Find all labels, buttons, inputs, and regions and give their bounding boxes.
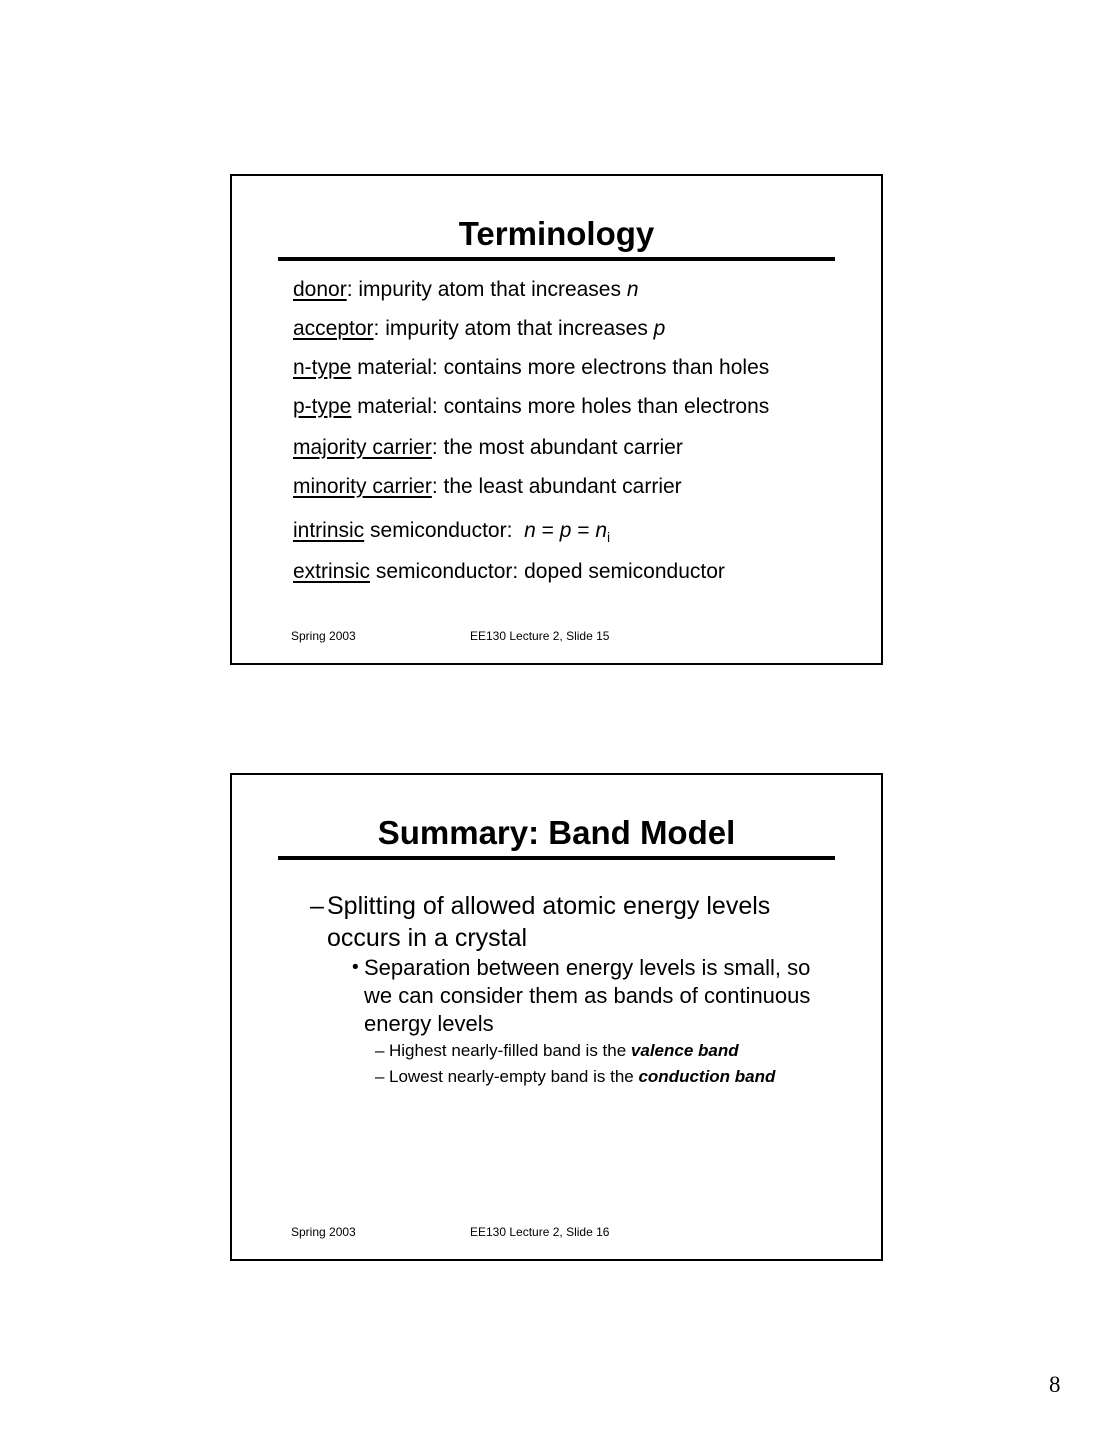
definition-intrinsic [293,518,881,545]
definition-text: semiconductor: doped semiconductor [370,560,725,583]
emphasis-valence-band: valence band [630,1041,739,1060]
definition-list [293,277,881,584]
footer-slide-info: EE130 Lecture 2, Slide 16 [470,1225,610,1239]
definition-donor [293,277,881,302]
definition-text: material: contains more electrons than holes [351,356,770,379]
bullet-list [232,890,881,1090]
definition-text: : impurity atom that increases [373,317,654,340]
slide-footer [232,1225,881,1240]
dash-bullet-marker: – [310,892,324,920]
bullet-level1-splitting [232,890,881,954]
definition-majority-carrier [293,435,881,460]
math-symbol-n: n [626,278,639,301]
footer-slide-info: EE130 Lecture 2, Slide 15 [470,629,610,643]
bullet-level2-separation [232,954,881,1038]
definition-text: : the least abundant carrier [431,475,682,498]
emphasis-conduction-band: conduction band [638,1067,776,1086]
slide-footer [232,629,881,644]
bullet-level3-valence-band [232,1038,881,1064]
math-symbol-p: p [559,519,572,542]
definition-text: material: contains more holes than electrons [351,395,770,418]
subscript-i: i [607,529,611,545]
bullet-text [389,1038,739,1064]
bullet-text-plain: Lowest nearly-empty band is the [389,1067,639,1086]
bullet-text-line: energy levels [364,1011,494,1036]
bullet-text-line: we can consider them as bands of continuous [364,983,811,1008]
term-ptype: p-type [293,395,352,418]
bullet-text [364,954,810,1038]
definition-ptype [293,394,881,419]
definition-acceptor [293,316,881,341]
definition-ntype [293,355,881,380]
bullet-text-line: Splitting of allowed atomic energy levels [327,892,771,920]
slide-band-model-summary [230,773,883,1261]
slide-title: Terminology [458,215,655,252]
definition-text: : the most abundant carrier [431,436,683,459]
term-intrinsic: intrinsic [293,519,365,542]
bullet-text-plain: Highest nearly-filled band is the [389,1041,631,1060]
footer-date: Spring 2003 [291,1225,356,1239]
term-minority-carrier: minority carrier [293,475,432,498]
slide-terminology [230,174,883,665]
term-extrinsic: extrinsic [293,560,371,583]
term-donor: donor [293,278,347,301]
term-ntype: n-type [293,356,352,379]
dash-bullet-marker: – [375,1067,385,1086]
bullet-text-line: Separation between energy levels is small, so [364,955,811,980]
equals-sign: = [571,519,596,542]
dot-bullet-marker: • [352,957,359,978]
bullet-text [327,890,770,954]
title-underline-rule [278,856,835,860]
definition-text: : impurity atom that increases [346,278,627,301]
term-acceptor: acceptor [293,317,374,340]
bullet-text-line: occurs in a crystal [327,924,528,952]
term-majority-carrier: majority carrier [293,436,432,459]
definition-minority-carrier [293,474,881,499]
math-symbol-p: p [653,317,666,340]
math-symbol-ni: n [595,519,608,542]
definition-text: semiconductor: [364,519,525,542]
title-underline-rule [278,257,835,261]
bullet-level3-conduction-band [232,1064,881,1090]
footer-date: Spring 2003 [291,629,356,643]
page-number: 8 [1049,1372,1061,1397]
dash-bullet-marker: – [375,1041,385,1060]
math-symbol-n: n [524,519,536,542]
bullet-text [389,1064,775,1090]
slide-title: Summary: Band Model [377,814,736,851]
equals-sign: = [535,519,560,542]
definition-extrinsic [293,559,881,584]
